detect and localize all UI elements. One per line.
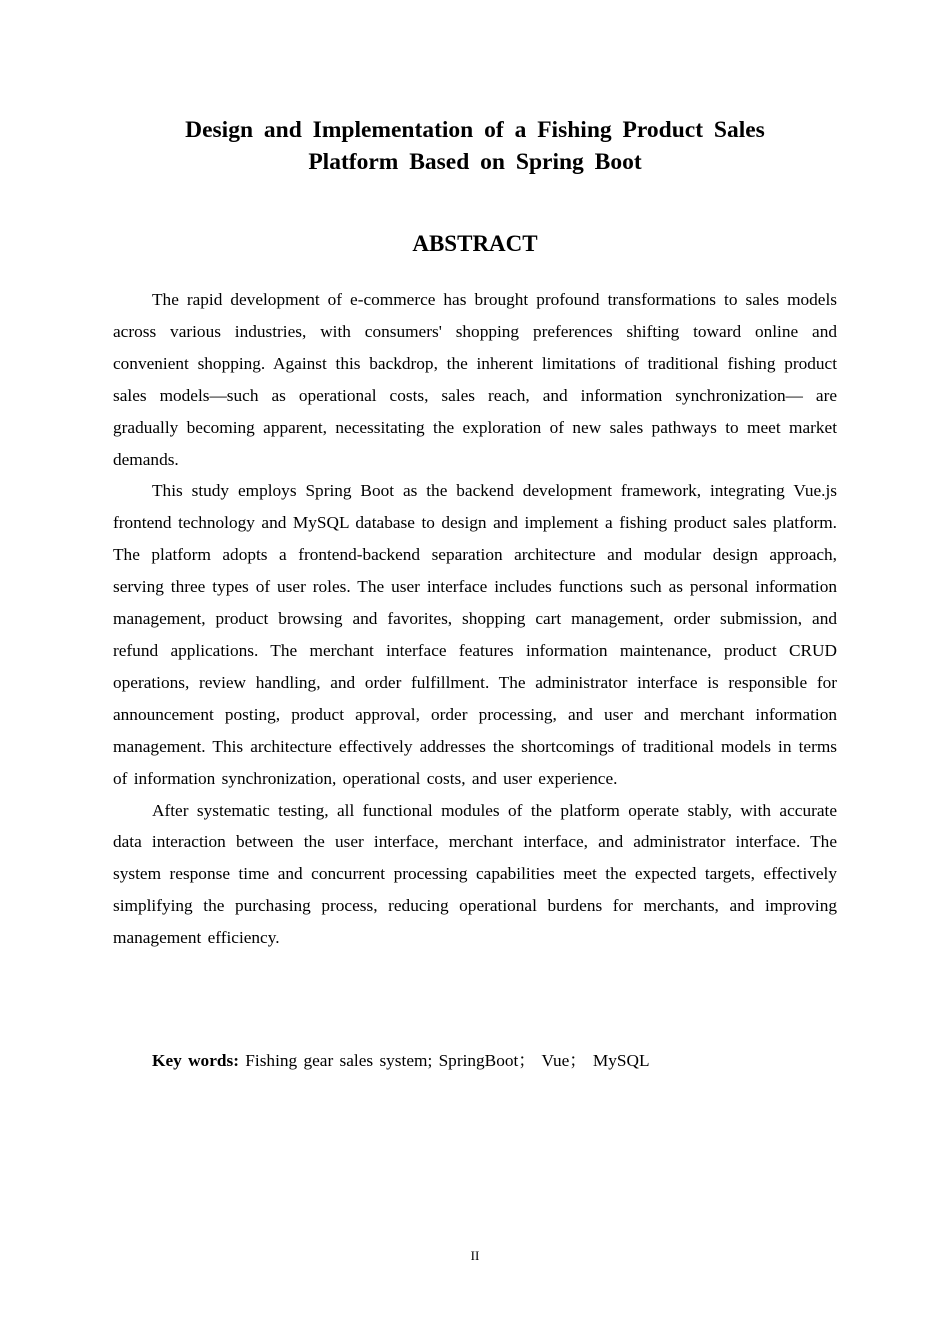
paper-title-line-1: Design and Implementation of a Fishing Product Sales	[185, 117, 765, 143]
abstract-paragraph-2: This study employs Spring Boot as the backend development framework, integrating Vue.js frontend technology and MySQL database to design and implement a fishing product sales platform. The platform adopts a frontend-backend separation architecture and modular design approach, serving three types of user roles. The user interface includes functions such as personal information management, product browsing and favorites, shopping cart management, order submission, and refund applications. The merchant interface features information maintenance, product CRUD operations, review handling, and order fulfillment. The administrator interface is responsible for announcement posting, product approval, order processing, and user and merchant information management. This architecture effectively addresses the shortcomings of traditional models in terms of information synchronization, operational costs, and user experience.	[113, 481, 837, 788]
keywords-label: Key words:	[152, 1051, 239, 1070]
abstract-body	[113, 284, 837, 954]
page-number: II	[470, 1248, 480, 1263]
abstract-heading: ABSTRACT	[412, 231, 538, 256]
paper-title-line-2: Platform Based on Spring Boot	[308, 149, 642, 175]
abstract-paragraph-1: The rapid development of e-commerce has brought profound transformations to sales models across various industries, with consumers' shopping preferences shifting toward online and convenient shopping. Against this backdrop, the inherent limitations of traditional fishing product sales models—such as operational costs, sales reach, and information synchronization— are gradually becoming apparent, necessitating the exploration of new sales pathways to meet market demands.	[113, 290, 837, 469]
keywords-text: Fishing gear sales system; SpringBoot； Vue； MySQL	[245, 1051, 650, 1070]
paper-title	[140, 114, 810, 178]
abstract-paragraph-3: After systematic testing, all functional modules of the platform operate stably, with accurate data interaction between the user interface, merchant interface, and administrator interface. The system response time and concurrent processing capabilities meet the expected targets, effectively simplifying the purchasing process, reducing operational burdens for merchants, and improving management efficiency.	[113, 800, 837, 948]
keywords-line	[152, 1045, 852, 1077]
